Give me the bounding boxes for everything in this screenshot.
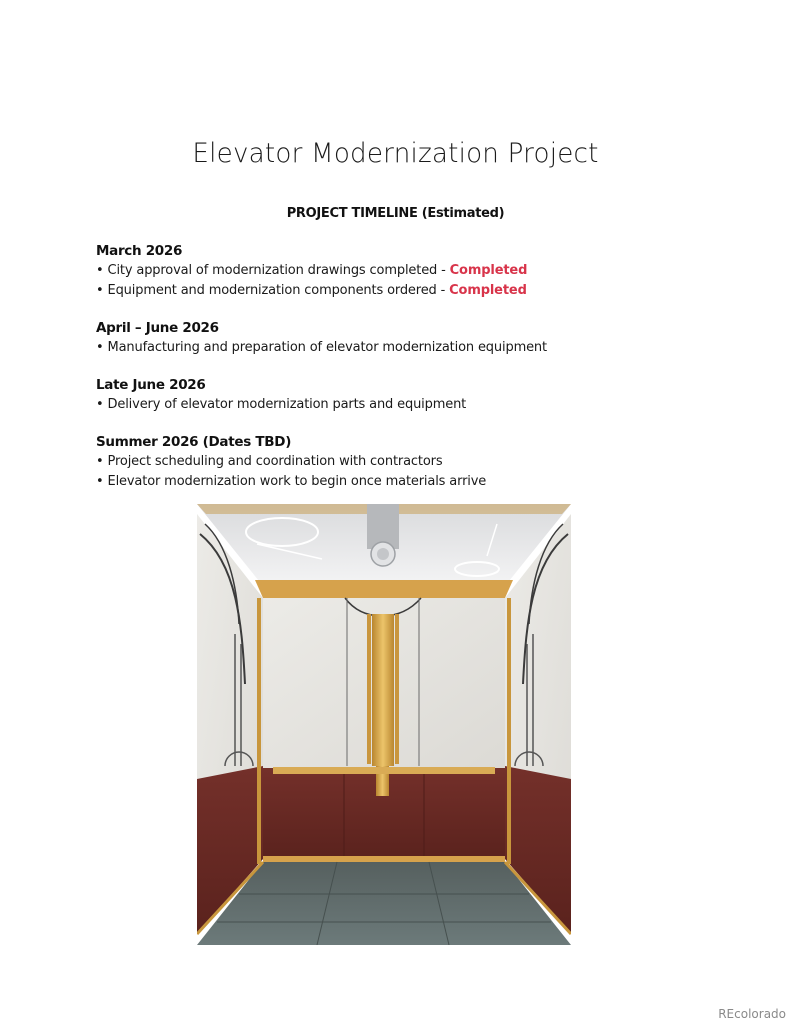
elevator-interior-image [197,504,571,945]
timeline-heading: PROJECT TIMELINE (Estimated) [286,206,505,221]
bullet-text: City approval of modernization drawings completed - [107,263,450,278]
status-completed: Completed [449,283,527,298]
bullet-dot: • [96,397,104,412]
bullet-item [96,452,716,472]
timeline-section [96,433,716,492]
section-heading: Summer 2026 (Dates TBD) [96,434,292,450]
bullet-item [96,281,716,301]
bullet-text: Manufacturing and preparation of elevator modernization equipment [107,340,547,355]
bullet-item [96,261,716,281]
timeline-section [96,242,716,301]
bullet-item [96,395,716,415]
bullet-dot: • [96,263,104,278]
bullet-text: Elevator modernization work to begin once materials arrive [107,474,487,489]
page-title: Elevator Modernization Project [192,138,599,169]
section-heading: March 2026 [96,243,183,259]
bullet-text: Equipment and modernization components ordered - [107,283,450,298]
timeline-section [96,376,716,415]
status-completed: Completed [449,263,528,278]
bullet-dot: • [96,340,104,355]
bullet-text: Delivery of elevator modernization parts and equipment [107,397,467,412]
section-heading: April – June 2026 [96,320,219,336]
bullet-dot: • [96,454,104,469]
section-heading: Late June 2026 [96,377,206,393]
bullet-dot: • [96,474,104,489]
bullet-dot: • [96,283,104,298]
watermark: REcolorado [718,1007,786,1021]
bullet-text: Project scheduling and coordination with contractors [107,454,443,469]
timeline-section [96,319,716,358]
bullet-item [96,472,716,492]
bullet-item [96,338,716,358]
